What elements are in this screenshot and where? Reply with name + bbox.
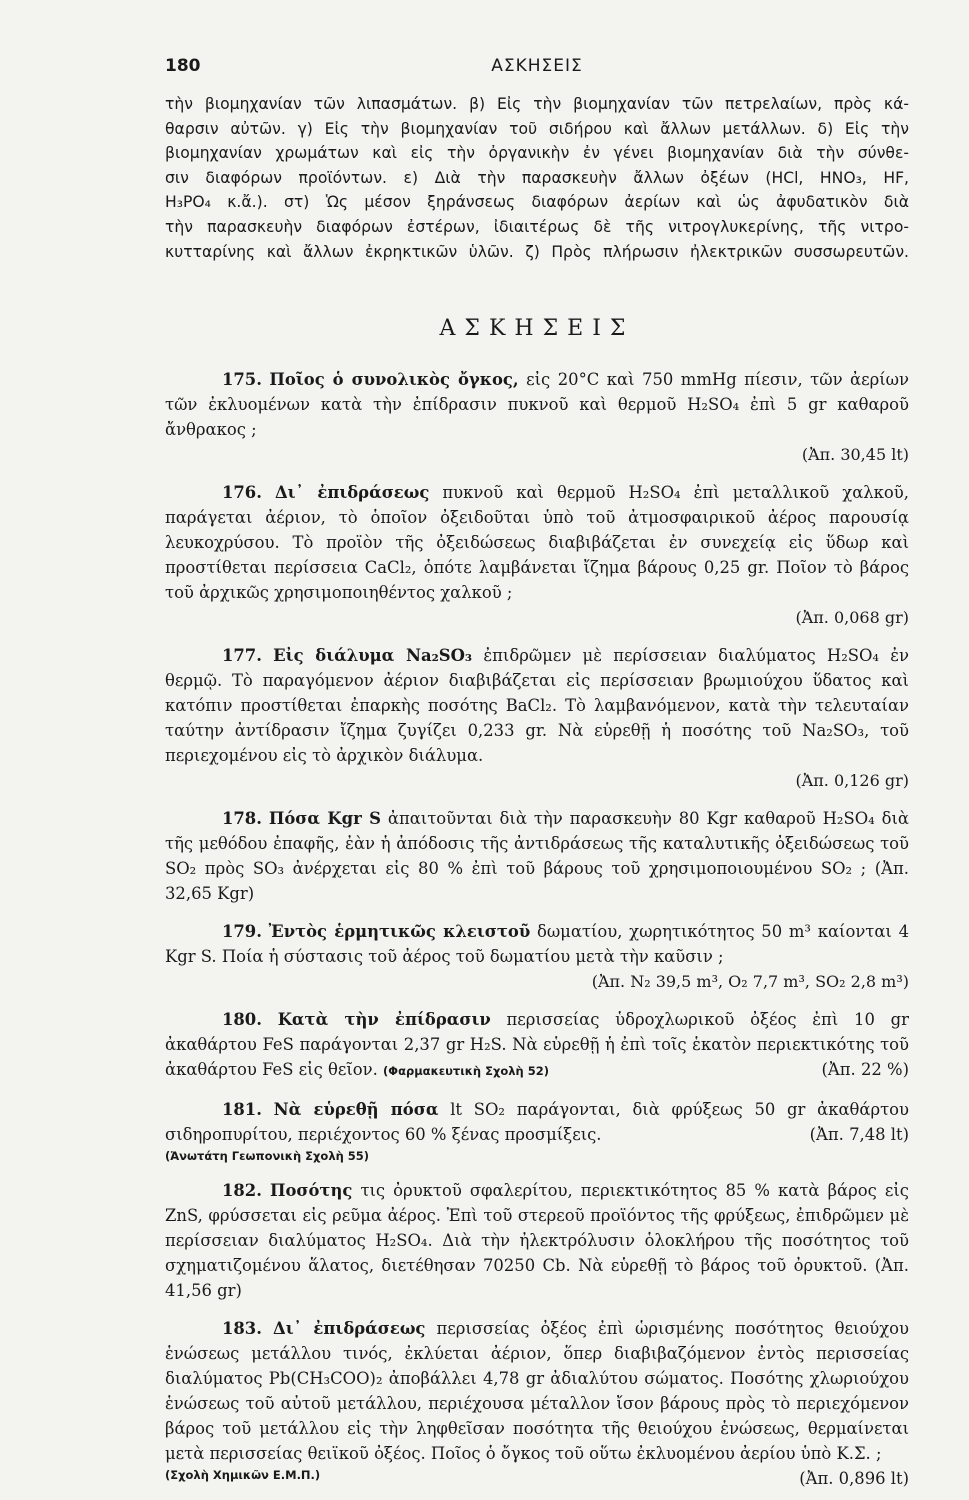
exercise-number: 177. [222, 646, 262, 666]
exercise-answer: (Ἀπ. 0,896 lt) [799, 1469, 909, 1489]
section-heading: ΑΣΚΗΣΕΙΣ [439, 316, 635, 342]
exercise-lead: Εἰς διάλυμα Na₂SO₃ [273, 646, 473, 666]
intro-line: H₃PO₄ κ.ἄ.). στ) Ὡς μέσον ξηράνσεως διαφόρων ἀερίων καὶ ὡς ἀφυδατικὸν διὰ [165, 193, 909, 212]
page-header [165, 56, 909, 92]
exercise-list [165, 367, 910, 1489]
exercise-text: ἀπαιτοῦνται διὰ τὴν παρασκευὴν 80 Kgr καθαροῦ H₂SO₄ διὰ τῆς μεθόδου ἐπαφῆς, ἐὰν ἡ ἀπόδοσις τῆς ἀντιδράσεως τῆς καταλυτικῆς ὀξειδώσεως τοῦ SO₂ πρὸς SO₃ ἀνέρχεται εἰς 80 % ἐπὶ τοῦ βάρους τοῦ χρησιμοποιουμένου SO₂ ; [165, 809, 909, 879]
exercise-number: 175. [222, 370, 262, 390]
exercise-number: 181. [222, 1100, 262, 1120]
exercise-177 [165, 643, 909, 793]
exercise-answer: (Ἀπ. 0,126 gr) [795, 771, 909, 791]
exercise-answer: (Ἀπ. 22 %) [821, 1060, 909, 1080]
exercise-175 [165, 367, 909, 467]
exercise-number: 179. [222, 922, 262, 942]
exercise-lead: Πόσα Kgr S [268, 809, 381, 829]
exercise-answer: (Ἀπ. 0,068 gr) [795, 608, 909, 628]
exercise-answer: (Ἀπ. N₂ 39,5 m³, O₂ 7,7 m³, SO₂ 2,8 m³) [591, 972, 909, 992]
exercise-number: 182. [222, 1181, 262, 1201]
exercise-lead: Δι᾽ ἐπιδράσεως [274, 483, 430, 503]
exercise-lead: Κατὰ τὴν ἐπίδρασιν [277, 1010, 491, 1030]
exercise-text: ἐπιδρῶμεν μὲ περίσσειαν διαλύματος H₂SO₄ ἐν θερμῷ. Τὸ παραγόμενον ἀέριον διαβιβάζεται εἰς περίσσειαν βρωμιούχου ὕδατος καὶ κατόπιν προστίθεται ἐπαρκὴς ποσότης BaCl₂. Τὸ λαμβανόμενον, κατὰ τὴν τελευταίαν ταύτην ἀντίδρασιν ἴζημα ζυγίζει 0,233 gr. Νὰ εὑρεθῇ ἡ ποσότης τοῦ Na₂SO₃, τοῦ περιεχομένου εἰς τὸ ἀρχικὸν διάλυμα. [165, 646, 910, 766]
exercise-179 [165, 919, 909, 994]
exercise-text: τις ὀρυκτοῦ σφαλερίτου, περιεκτικότητος 85 % κατὰ βάρος εἰς ZnS, φρύσσεται εἰς ρεῦμα ἀέρος. Ἐπὶ τοῦ στερεοῦ προϊόντος τῆς φρύξεως, ἐπιδρῶμεν μὲ περίσσειαν διαλύματος H₂SO₄. Διὰ τὴν ἠλεκτρόλυσιν ὁλοκλήρου τῆς ποσότητος τοῦ σχηματιζομένου ἅλατος, διετέθησαν 70250 Cb. Νὰ εὑρεθῇ τὸ βάρος τοῦ ὀρυκτοῦ. [165, 1181, 909, 1276]
exercise-number: 176. [222, 483, 262, 503]
running-title: ΑΣΚΗΣΕΙΣ [491, 56, 583, 76]
intro-line: τὴν βιομηχανίαν τῶν λιπασμάτων. β) Εἰς τὴν βιομηχανίαν τῶν πετρελαίων, πρὸς κά- [165, 95, 909, 113]
exercise-182 [165, 1178, 909, 1303]
exercise-source: (Ἀνωτάτη Γεωπονικὴ Σχολὴ 55) [165, 1149, 370, 1164]
exercise-183 [165, 1316, 910, 1489]
exercise-lead: Δι᾽ ἐπιδράσεως [273, 1319, 426, 1339]
intro-line: τὴν παρασκευὴν διαφόρων ἐστέρων, ἰδιαιτέρως δὲ τῆς νιτρογλυκερίνης, τῆς νιτρο- [165, 217, 909, 236]
exercise-answer: (Ἀπ. 7,48 lt) [809, 1125, 909, 1145]
exercise-text: περισσείας ὀξέος ἐπὶ ὡρισμένης ποσότητος θειούχου ἑνώσεως μετάλλου τινός, ἐκλύεται ἀέριον, ὅπερ διαβιβαζόμενον ἐντὸς περισσείας διαλύματος Pb(CH₃COO)₂ ἀποβάλλει 4,78 gr ἀδιαλύτου σώματος. Ποσότης χλωριούχου ἑνώσεως τοῦ αὐτοῦ μετάλλου, περιέχουσα μέταλλον ἴσον βάρους πρὸς τὸ περιεχόμενον βάρος τοῦ μετάλλου εἰς τὴν ληφθεῖσαν ποσότητα τῆς θειούχου ἑνώσεως, θερμαίνεται μετὰ περισσείας θειϊκοῦ ὀξέος. Ποῖος ὁ ὄγκος τοῦ οὕτω ἐκλυομένου ἀερίου ὑπὸ Κ.Σ. ; [165, 1319, 910, 1464]
exercise-text: εἰς 20°C καὶ 750 mmHg πίεσιν, τῶν ἀερίων τῶν ἐκλυομένων κατὰ τὴν ἐπίδρασιν πυκνοῦ καὶ θερμοῦ H₂SO₄ ἐπὶ 5 gr καθαροῦ ἄνθρακος ; [165, 370, 909, 440]
intro-line: κυτταρίνης καὶ ἄλλων ἐκρηκτικῶν ὑλῶν. ζ) Πρὸς πλήρωσιν ἠλεκτρικῶν συσσωρευτῶν. [165, 242, 909, 261]
exercise-lead: Ποῖος ὁ συνολικὸς ὄγκος, [269, 370, 519, 390]
exercise-number: 180. [222, 1010, 262, 1030]
exercise-176 [165, 480, 909, 630]
exercise-181 [165, 1097, 909, 1165]
exercise-lead: Ἐντὸς ἑρμητικῶς κλειστοῦ [268, 922, 531, 942]
exercise-lead: Νὰ εὑρεθῇ πόσα [273, 1100, 439, 1120]
intro-line: σιν διαφόρων προϊόντων. ε) Διὰ τὴν παρασκευὴν ἄλλων ὀξέων (HCl, HNO₃, HF, [165, 168, 909, 187]
exercise-source: (Σχολὴ Χημικῶν Ε.Μ.Π.) [165, 1468, 321, 1483]
exercise-text: πυκνοῦ καὶ θερμοῦ H₂SO₄ ἐπὶ μεταλλικοῦ χαλκοῦ, παράγεται ἀέριον, τὸ ὁποῖον ὀξειδοῦται ὑπὸ τοῦ ἀτμοσφαιρικοῦ ἀέρος παρουσίᾳ λευκοχρύσου. Τὸ προϊὸν τῆς ὀξειδώσεως διαβιβάζεται ἐν συνεχείᾳ εἰς ὕδωρ καὶ προστίθεται περίσσεια CaCl₂, ὁπότε λαμβάνεται ἴζημα βάρους 0,25 gr. Ποῖον τὸ βάρος τοῦ ἀρχικῶς χρησιμοποιηθέντος χαλκοῦ ; [165, 483, 909, 603]
exercise-178 [165, 806, 909, 906]
exercise-answer: (Ἀπ. 32,65 Kgr) [165, 859, 909, 904]
exercise-answer: (Ἀπ. 30,45 lt) [801, 445, 909, 465]
exercise-lead: Ποσότης [270, 1181, 353, 1201]
exercise-text: lt SO₂ παράγονται, διὰ φρύξεως 50 gr ἀκαθάρτου σιδηροπυρίτου, περιέχοντος 60 % ξένας προσμίξεις. [165, 1100, 909, 1145]
exercise-text: περισσείας ὑδροχλωρικοῦ ὀξέος ἐπὶ 10 gr ἀκαθάρτου FeS παράγονται 2,37 gr H₂S. Νὰ εὑρεθῇ ἡ ἐπὶ τοῖς ἑκατὸν περιεκτικότης τοῦ ἀκαθάρτου FeS εἰς θεῖον. [165, 1010, 909, 1080]
exercise-number: 183. [222, 1319, 262, 1339]
intro-paragraph [165, 92, 909, 264]
exercise-answer: (Ἀπ. 41,56 gr) [165, 1256, 909, 1301]
page-number: 180 [165, 56, 201, 76]
exercise-text: δωματίου, χωρητικότητος 50 m³ καίονται 4 Kgr S. Ποία ἡ σύστασις τοῦ ἀέρος τοῦ δωματίου μετὰ τὴν καῦσιν ; [165, 922, 910, 967]
exercise-number: 178. [222, 809, 262, 829]
intro-line: βιομηχανίαν χρωμάτων καὶ εἰς τὴν ὀργανικὴν ἐν γένει βιομηχανίαν διὰ τὴν σύνθε- [165, 144, 909, 163]
exercise-source: (Φαρμακευτικὴ Σχολὴ 52) [383, 1064, 549, 1079]
exercise-180 [165, 1007, 909, 1084]
intro-line: θαρσιν αὐτῶν. γ) Εἰς τὴν βιομηχανίαν τοῦ σιδήρου καὶ ἄλλων μετάλλων. δ) Εἰς τὴν [165, 119, 909, 138]
